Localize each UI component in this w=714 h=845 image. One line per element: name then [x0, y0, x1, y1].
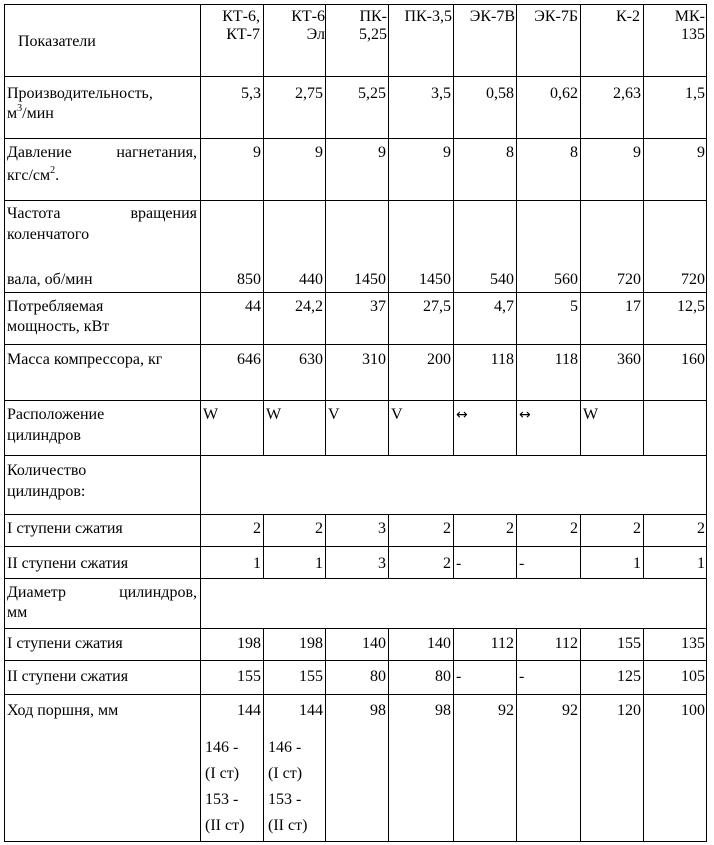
row-power-label-line-1: Потребляемая	[7, 298, 104, 315]
header-col-1-line-2: КТ-7	[226, 26, 260, 43]
row-diameter-label-line-2: мм	[7, 604, 28, 621]
cell-power-3: 37	[370, 298, 386, 315]
cell-diam-stage2-3: 80	[370, 668, 386, 685]
cell-count-stage2-1: 1	[253, 555, 261, 572]
cell-diam-stage1-5: 112	[490, 635, 514, 652]
cell-diam-stage1-1: 198	[237, 635, 261, 652]
grid-vline	[325, 4, 326, 842]
row-rpm-label-word-1: Частота	[7, 205, 61, 222]
cell-count-stage1-2: 2	[315, 520, 323, 537]
cell-count-stage2-2: 1	[315, 555, 323, 572]
cell-diam-stage2-6: -	[519, 668, 525, 685]
cell-stroke-4: 98	[435, 702, 451, 719]
row-diameter-label-word-1: Диаметр	[7, 584, 66, 601]
grid-hline	[4, 200, 707, 201]
cell-productivity-5: 0,58	[486, 85, 514, 102]
row-productivity-unit-tail: /мин	[22, 105, 54, 122]
cell-productivity-6: 0,62	[550, 85, 578, 102]
stroke-note-col1-line2: (I ст)	[205, 765, 240, 782]
row-count-label-line-1: Количество	[7, 462, 87, 479]
stroke-note-col2-line2: (I ст)	[268, 765, 303, 782]
header-col-7-line-1: К-2	[616, 8, 640, 25]
cell-mass-3: 310	[362, 351, 386, 368]
cell-productivity-2: 2,75	[295, 85, 323, 102]
row-rpm-label-word-2: вращения	[130, 205, 197, 222]
row-power-label-line-2: мощность, кВт	[7, 318, 110, 335]
row-count-stage2-label: II ступени сжатия	[7, 555, 129, 572]
row-productivity-unit	[7, 102, 54, 123]
cell-mass-5: 118	[490, 351, 514, 368]
stroke-note-col2-line4: (II ст)	[268, 817, 308, 834]
grid-hline	[4, 138, 707, 139]
cell-layout-3: V	[328, 406, 340, 423]
cell-pressure-8: 9	[697, 144, 705, 161]
row-diam-stage2-label: II ступени сжатия	[7, 668, 129, 685]
grid-hline	[4, 694, 707, 695]
stroke-note-col2-line1: 146 -	[268, 739, 302, 756]
cell-rpm-7: 720	[617, 271, 641, 288]
cell-power-2: 24,2	[295, 298, 323, 315]
cell-pressure-2: 9	[315, 144, 323, 161]
cell-power-1: 44	[245, 298, 261, 315]
cell-count-stage1-4: 2	[443, 520, 451, 537]
row-diam-stage1-label: I ступени сжатия	[7, 635, 123, 652]
cell-power-5: 4,7	[494, 298, 514, 315]
grid-vline	[263, 4, 264, 842]
row-rpm-label-line-2: коленчатого	[7, 226, 90, 243]
grid-hline	[4, 660, 707, 661]
grid-hline	[4, 292, 707, 293]
grid-vline	[516, 4, 517, 842]
cell-diam-stage2-2: 155	[299, 668, 323, 685]
cell-rpm-5: 540	[490, 271, 514, 288]
cell-stroke-8: 100	[681, 702, 705, 719]
stroke-note-col1-line4: (II ст)	[205, 817, 245, 834]
cell-mass-1: 646	[237, 351, 261, 368]
header-col-8-line-2: 135	[681, 26, 705, 43]
cell-layout-1: W	[203, 406, 219, 423]
cell-power-7: 17	[625, 298, 641, 315]
cell-rpm-4: 1450	[419, 271, 451, 288]
row-pressure-unit-base: кгс/см	[7, 167, 51, 184]
header-param-label: Показатели	[18, 33, 96, 50]
header-col-5-line-1: ЭК-7В	[469, 8, 515, 25]
row-pressure-unit-tail: .	[55, 167, 60, 184]
row-layout-label-line-2: цилиндров	[7, 427, 81, 444]
cell-diam-stage1-6: 112	[554, 635, 578, 652]
cell-rpm-6: 560	[554, 271, 578, 288]
grid-vline	[453, 4, 454, 842]
row-diameter-label-word-2: цилиндров,	[119, 584, 197, 601]
row-pressure-label-word-2: нагнетания,	[116, 144, 197, 161]
cell-diam-stage2-8: 105	[681, 668, 705, 685]
cell-stroke-3: 98	[370, 702, 386, 719]
cell-power-6: 5	[570, 298, 578, 315]
row-pressure-label-word-1: Давление	[7, 144, 72, 161]
cell-pressure-5: 8	[506, 144, 514, 161]
cell-layout-6: ↔	[519, 407, 531, 423]
grid-hline	[4, 400, 707, 401]
row-layout-label-line-1: Расположение	[7, 406, 105, 423]
cell-power-4: 27,5	[423, 298, 451, 315]
row-pressure-unit	[7, 164, 60, 185]
row-productivity-unit-sup: 3	[17, 102, 23, 114]
grid-hline	[4, 514, 707, 515]
row-productivity-label	[7, 85, 153, 103]
grid-hline	[4, 76, 707, 77]
stroke-note-col1-line1: 146 -	[205, 739, 239, 756]
cell-diam-stage1-7: 155	[617, 635, 641, 652]
grid-hline	[4, 628, 707, 629]
cell-rpm-2: 440	[299, 271, 323, 288]
merged-cell	[201, 579, 706, 628]
cell-diam-stage2-5: -	[456, 668, 462, 685]
cell-diam-stage2-7: 125	[617, 668, 641, 685]
row-mass-label: Масса компрессора, кг	[7, 351, 163, 368]
cell-productivity-8: 1,5	[685, 85, 705, 102]
cell-productivity-1: 5,3	[241, 85, 261, 102]
cell-count-stage2-7: 1	[633, 555, 641, 572]
cell-productivity-7: 2,63	[613, 85, 641, 102]
cell-mass-7: 360	[617, 351, 641, 368]
header-col-2-line-2: Эл	[306, 26, 325, 43]
grid-vline	[200, 4, 201, 842]
header-col-2-line-1: КТ-6	[291, 8, 325, 25]
cell-power-8: 12,5	[677, 298, 705, 315]
cell-count-stage2-3: 3	[378, 555, 386, 572]
header-col-4-line-1: ПК-3,5	[404, 8, 452, 25]
cell-stroke-1: 144	[237, 702, 261, 719]
cell-rpm-8: 720	[681, 271, 705, 288]
cell-stroke-7: 120	[617, 702, 641, 719]
cell-rpm-3: 1450	[354, 271, 386, 288]
cell-count-stage2-8: 1	[697, 555, 705, 572]
grid-vline	[643, 4, 644, 842]
cell-pressure-4: 9	[443, 144, 451, 161]
merged-cell	[201, 456, 706, 514]
cell-diam-stage2-1: 155	[237, 668, 261, 685]
grid-vline	[580, 4, 581, 842]
cell-pressure-6: 8	[570, 144, 578, 161]
cell-mass-6: 118	[554, 351, 578, 368]
cell-layout-2: W	[266, 406, 282, 423]
cell-diam-stage1-4: 140	[427, 635, 451, 652]
cell-layout-4: V	[391, 406, 403, 423]
cell-mass-4: 200	[427, 351, 451, 368]
stroke-note-col1-line3: 153 -	[205, 791, 239, 808]
cell-count-stage2-6: -	[519, 555, 525, 572]
row-pressure-unit-sup: 2	[50, 164, 56, 176]
grid-hline	[4, 546, 707, 547]
cell-layout-7: W	[583, 406, 599, 423]
row-stroke-label: Ход поршня, мм	[7, 702, 119, 719]
cell-count-stage1-7: 2	[633, 520, 641, 537]
row-count-stage1-label: I ступени сжатия	[7, 520, 123, 537]
cell-count-stage1-3: 3	[378, 520, 386, 537]
cell-productivity-4: 3,5	[431, 85, 451, 102]
cell-count-stage1-8: 2	[697, 520, 705, 537]
cell-stroke-2: 144	[299, 702, 323, 719]
cell-pressure-1: 9	[253, 144, 261, 161]
grid-hline	[4, 344, 707, 345]
cell-pressure-3: 9	[378, 144, 386, 161]
row-count-label-line-2: цилиндров:	[7, 483, 86, 500]
cell-pressure-7: 9	[633, 144, 641, 161]
cell-mass-2: 630	[299, 351, 323, 368]
cell-rpm-1: 850	[237, 271, 261, 288]
cell-stroke-5: 92	[498, 702, 514, 719]
cell-diam-stage1-2: 198	[299, 635, 323, 652]
cell-diam-stage2-4: 80	[435, 668, 451, 685]
row-productivity-label-main: Производительность,	[7, 85, 153, 102]
cell-count-stage1-5: 2	[506, 520, 514, 537]
cell-count-stage1-6: 2	[570, 520, 578, 537]
header-col-3-line-2: 5,25	[359, 26, 387, 43]
cell-count-stage2-4: 2	[443, 555, 451, 572]
cell-productivity-3: 5,25	[358, 85, 386, 102]
header-col-8-line-1: МК-	[674, 8, 705, 25]
cell-layout-5: ↔	[456, 407, 468, 423]
cell-stroke-6: 92	[562, 702, 578, 719]
cell-mass-8: 160	[681, 351, 705, 368]
grid-vline	[388, 4, 389, 842]
header-col-3-line-1: ПК-	[359, 8, 387, 25]
row-rpm-label-line-3: вала, об/мин	[7, 271, 93, 288]
cell-diam-stage1-3: 140	[362, 635, 386, 652]
cell-count-stage2-5: -	[456, 555, 462, 572]
cell-count-stage1-1: 2	[253, 520, 261, 537]
header-col-6-line-1: ЭК-7Б	[534, 8, 578, 25]
cell-diam-stage1-8: 135	[681, 635, 705, 652]
stroke-note-col2-line3: 153 -	[268, 791, 302, 808]
row-productivity-unit-base: м	[7, 105, 18, 122]
header-col-1-line-1: КТ-6,	[222, 8, 260, 25]
